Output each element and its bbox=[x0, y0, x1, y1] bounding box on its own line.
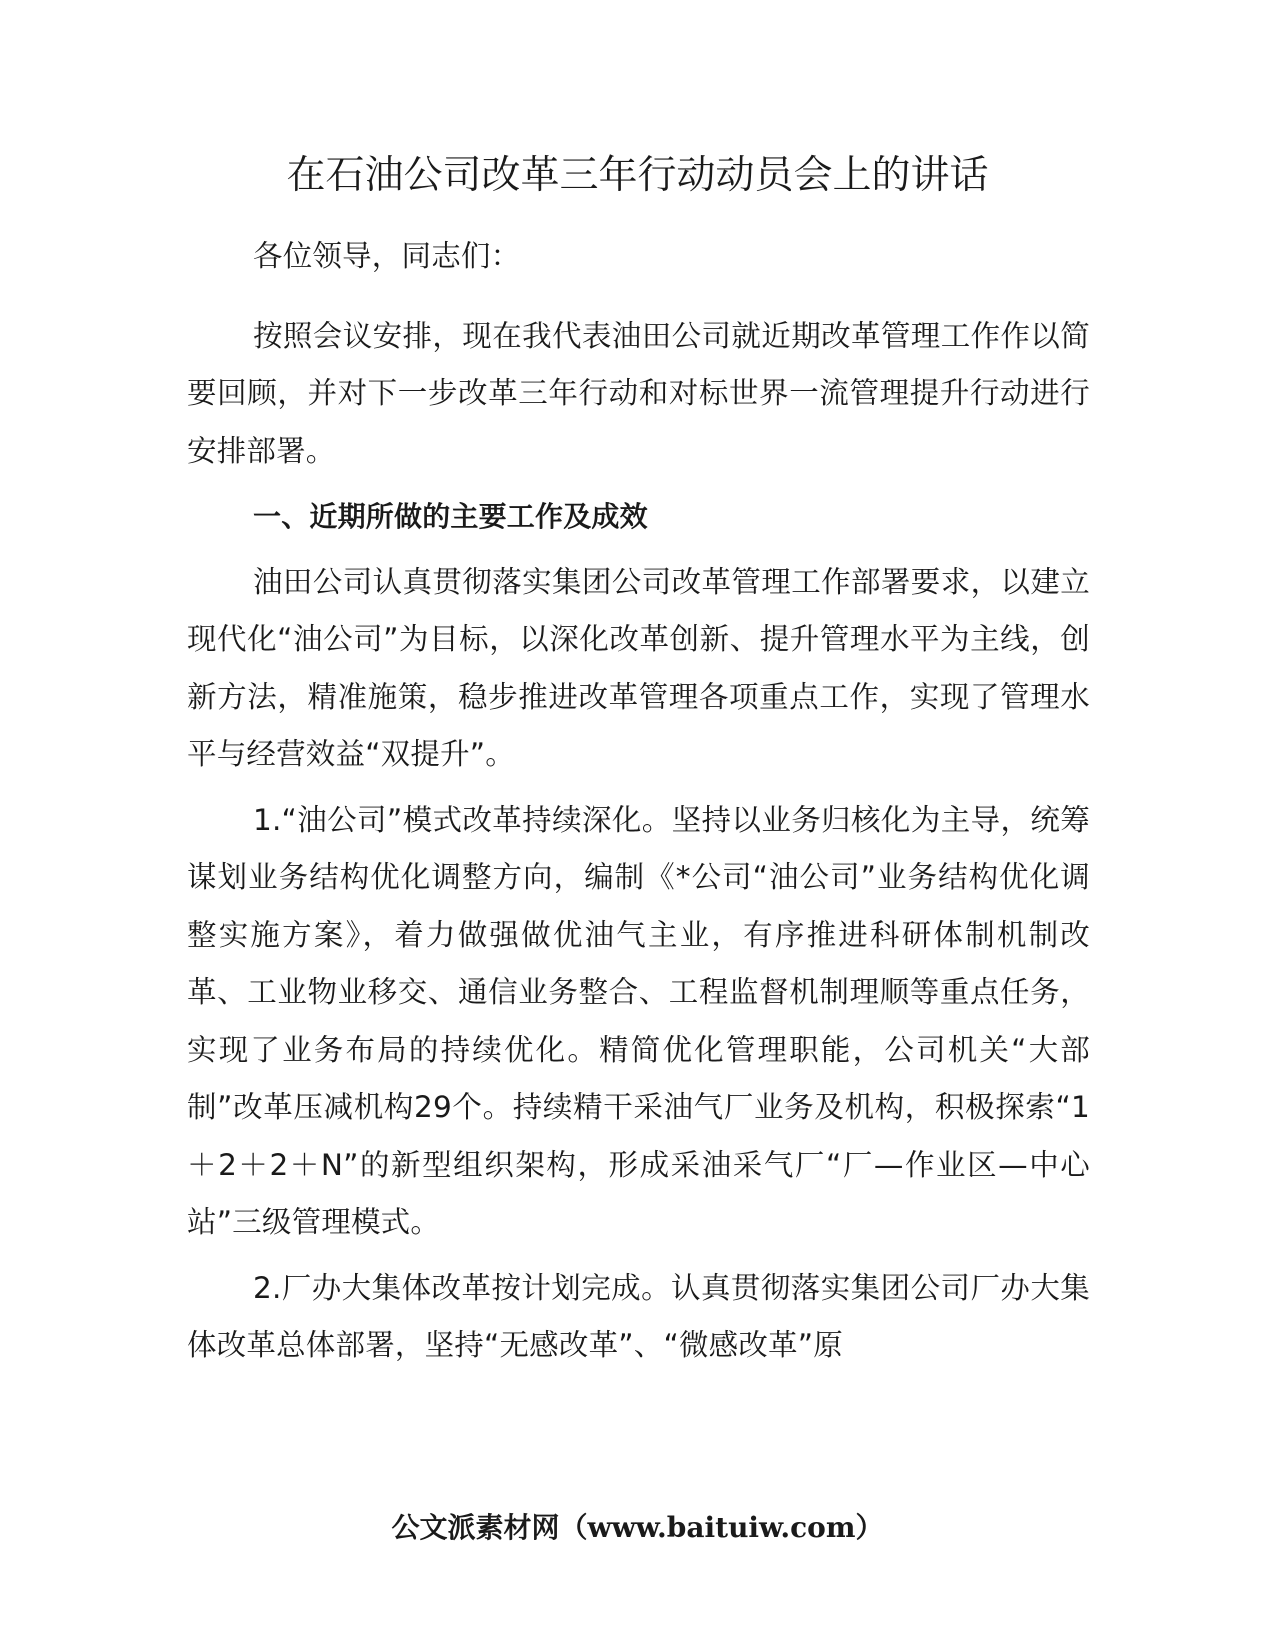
footer-watermark: 公文派素材网（www.baituiw.com） bbox=[391, 1511, 884, 1544]
document-body bbox=[187, 228, 1090, 1383]
document-title: 在石油公司改革三年行动动员会上的讲话 bbox=[286, 153, 989, 198]
intro-paragraph: 按照会议安排，现在我代表油田公司就近期改革管理工作作以简要回顾，并对下一步改革三年行动和对标世界一流管理提升行动进行安排部署。 bbox=[187, 318, 1090, 468]
greeting-paragraph: 各位领导，同志们： bbox=[253, 239, 521, 273]
section-heading: 一、近期所做的主要工作及成效 bbox=[253, 500, 648, 533]
body-paragraph: 1.“油公司”模式改革持续深化。坚持以业务归核化为主导，统筹谋划业务结构优化调整方向，编制《*公司“油公司”业务结构优化调整实施方案》，着力做强做优油气主业，有序推进科研体制机制改革、工业物业移交、通信业务整合、工程监督机制理顺等重点任务，实现了业务布局的持续优化。精简优化管理职能，公司机关“大部制”改革压减机构29个。持续精干采油气厂业务及机构，积极探索“1＋2＋2＋N”的新型组织架构，形成采油采气厂“厂—作业区—中心站”三级管理模式。 bbox=[187, 802, 1090, 1239]
body-paragraph: 2.厂办大集体改革按计划完成。认真贯彻落实集团公司厂办大集体改革总体部署，坚持“无感改革”、“微感改革”原 bbox=[187, 1270, 1090, 1362]
body-paragraph: 油田公司认真贯彻落实集团公司改革管理工作部署要求，以建立现代化“油公司”为目标，以深化改革创新、提升管理水平为主线，创新方法，精准施策，稳步推进改革管理各项重点工作，实现了管理水平与经营效益“双提升”。 bbox=[187, 564, 1090, 771]
